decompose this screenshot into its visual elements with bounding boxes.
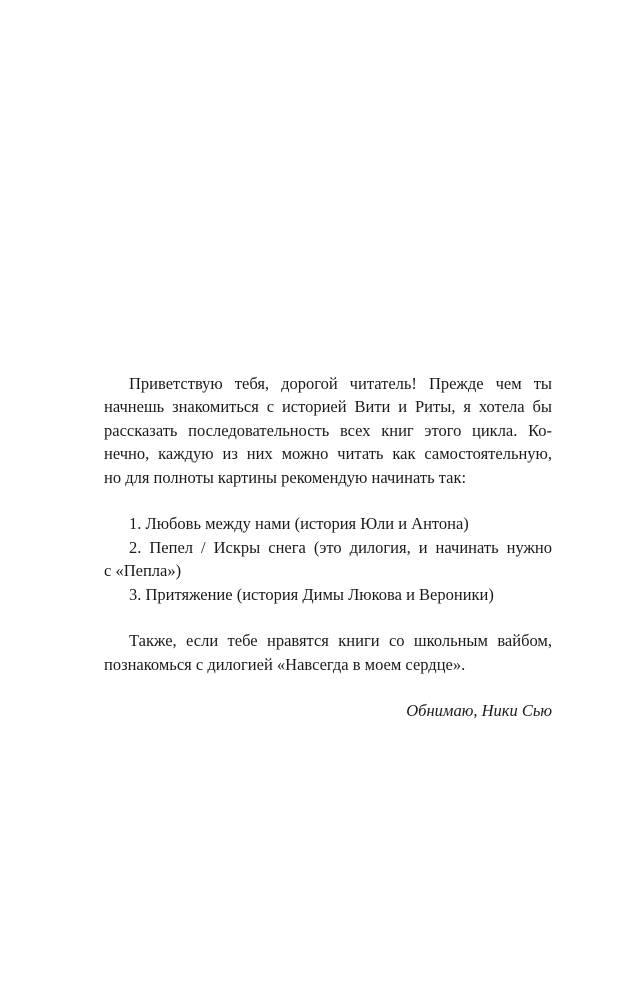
list-item-continuation: с «Пепла») [104,561,182,581]
list-item: 1. Любовь между нами (история Юли и Антона) [129,514,469,534]
spacer [104,489,552,512]
paragraph-line: но для полноты картины рекомендую начинать так: [104,467,467,487]
paragraph-line: начнешь знакомиться с историей Вити и Риты, я хотела бы [104,397,552,417]
list-item: 2. Пепел / Искры снега (это дилогия, и начинать нужно [129,537,552,557]
paragraph-line: познакомься с дилогией «Навсегда в моем сердце». [104,654,466,674]
paragraph-line: нечно, каждую из них можно читать как самостоятельную, [104,444,552,464]
paragraph-line: Приветствую тебя, дорогой читатель! Прежде чем ты [129,374,552,393]
paragraph-line: рассказать последовательность всех книг этого цикла. Ко- [104,420,552,440]
spacer [104,606,552,629]
greeting-paragraph [104,372,552,489]
list-item: 3. Притяжение (истоpия Димы Люкова и Вероники) [129,584,494,604]
author-letter [104,372,552,723]
recommendation-paragraph [104,629,552,676]
book-order-list [104,512,552,606]
author-signature: Обнимаю, Ники Сью [406,701,552,721]
spacer [104,676,552,699]
paragraph-line: Также, если тебе нравятся книги со школьным вайбом, [129,631,552,651]
